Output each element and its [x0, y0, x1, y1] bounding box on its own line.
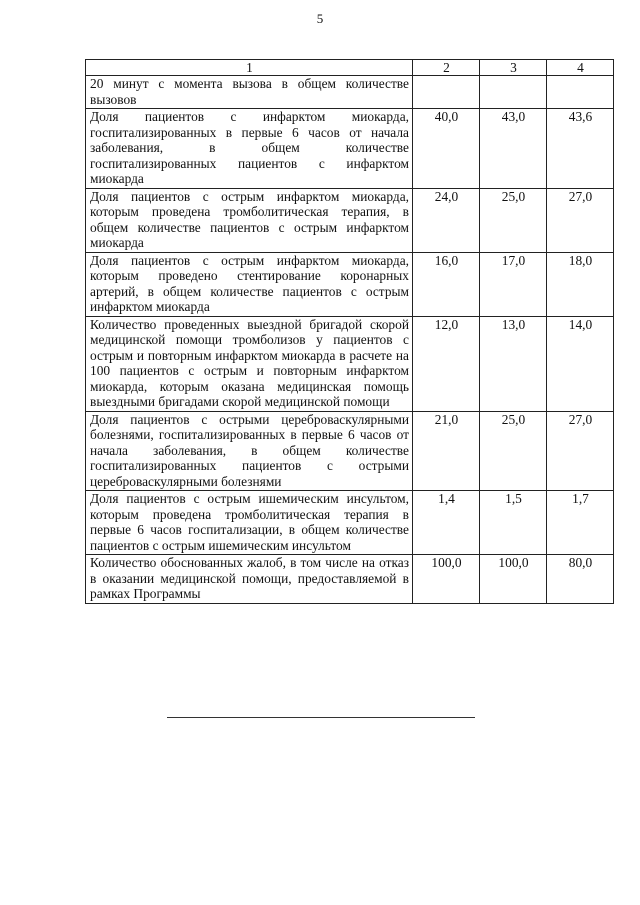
value-column-4: 80,0 — [547, 555, 614, 604]
header-row — [86, 60, 614, 76]
value-column-3: 100,0 — [480, 555, 547, 604]
table-row — [86, 252, 614, 316]
indicator-description: Доля пациентов с острым инфарктом миокарда, которым проведена тромболитическая терапия, в общем количестве пациентов с острым инфарктом миокарда — [86, 188, 413, 252]
value-column-2: 1,4 — [413, 491, 480, 555]
value-column-2: 21,0 — [413, 411, 480, 491]
indicator-description: Доля пациентов с инфарктом миокарда, госпитализированных в первые 6 часов от начала заболевания, в общем количестве госпитализированных пациентов с инфарктом миокарда — [86, 109, 413, 189]
value-column-4: 18,0 — [547, 252, 614, 316]
value-column-3: 1,5 — [480, 491, 547, 555]
value-column-2: 12,0 — [413, 316, 480, 411]
column-header-2: 2 — [413, 60, 480, 76]
table-row — [86, 316, 614, 411]
end-of-table-divider — [167, 717, 475, 718]
table-row — [86, 411, 614, 491]
indicator-description: Доля пациентов с острыми цереброваскулярными болезнями, госпитализированных в первые 6 часов от начала заболевания, в общем количестве госпитализированных пациентов с острыми цереброваскулярными болезнями — [86, 411, 413, 491]
value-column-4 — [547, 76, 614, 109]
value-column-2: 24,0 — [413, 188, 480, 252]
value-column-2: 100,0 — [413, 555, 480, 604]
value-column-3: 17,0 — [480, 252, 547, 316]
value-column-2: 40,0 — [413, 109, 480, 189]
indicators-table — [85, 59, 614, 604]
table-header — [86, 60, 614, 76]
table-row — [86, 555, 614, 604]
table-row — [86, 491, 614, 555]
indicator-description: Доля пациентов с острым инфарктом миокарда, которым проведено стентирование коронарных артерий, в общем количестве пациентов с острым инфарктом миокарда — [86, 252, 413, 316]
column-header-1: 1 — [86, 60, 413, 76]
value-column-2 — [413, 76, 480, 109]
table-row — [86, 76, 614, 109]
value-column-3: 25,0 — [480, 411, 547, 491]
indicator-description: Количество обоснованных жалоб, в том числе на отказ в оказании медицинской помощи, предоставляемой в рамках Программы — [86, 555, 413, 604]
table-body — [86, 76, 614, 604]
indicator-description: Количество проведенных выездной бригадой скорой медицинской помощи тромболизов у пациентов с острым и повторным инфарктом миокарда в расчете на 100 пациентов с острым и повторным инфарктом миокарда, которым оказана медицинская помощь выездными бригадами скорой медицинской помощи — [86, 316, 413, 411]
value-column-3: 13,0 — [480, 316, 547, 411]
value-column-3: 25,0 — [480, 188, 547, 252]
table-row — [86, 188, 614, 252]
value-column-4: 27,0 — [547, 188, 614, 252]
page-number: 5 — [316, 11, 324, 26]
value-column-4: 27,0 — [547, 411, 614, 491]
value-column-4: 1,7 — [547, 491, 614, 555]
value-column-3: 43,0 — [480, 109, 547, 189]
value-column-2: 16,0 — [413, 252, 480, 316]
column-header-4: 4 — [547, 60, 614, 76]
indicator-description: 20 минут с момента вызова в общем количестве вызовов — [86, 76, 413, 109]
indicator-description: Доля пациентов с острым ишемическим инсультом, которым проведена тромболитическая терапия в первые 6 часов госпитализации, в общем количестве пациентов с острым ишемическим инсультом — [86, 491, 413, 555]
column-header-3: 3 — [480, 60, 547, 76]
table-row — [86, 109, 614, 189]
value-column-4: 43,6 — [547, 109, 614, 189]
value-column-4: 14,0 — [547, 316, 614, 411]
value-column-3 — [480, 76, 547, 109]
